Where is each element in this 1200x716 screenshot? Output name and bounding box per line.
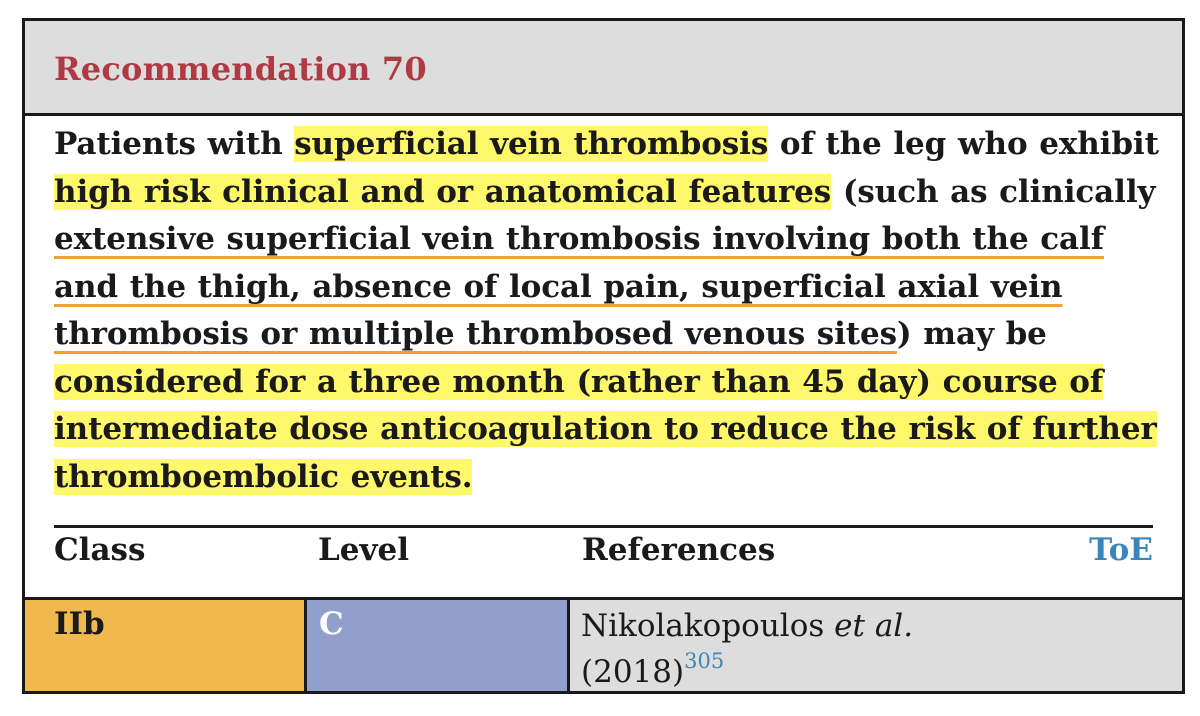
meta-divider [54,525,1153,528]
text-segment: ) may be [897,316,1047,352]
references-label: References [582,532,776,568]
recommendation-header [25,21,1182,116]
text-segment: of the leg who exhibit [768,126,1159,162]
references-value-cell [570,600,1182,691]
toe-link[interactable]: ToE [1089,532,1153,568]
class-value-cell [25,600,307,691]
reference-etal: et al. [834,608,914,644]
meta-values-row [25,597,1182,691]
recommendation-box [22,18,1185,694]
reference-author: Nikolakopoulos [581,608,835,644]
text-segment: (such as clinically [831,173,1156,210]
reference-year: (2018) [581,654,685,690]
highlight-anticoagulation-course: considered for a three month (rather than 45 day) course of intermediate dose anticoagulation to reduce the risk of further thromboembolic events. [54,363,1157,495]
class-label: Class [54,532,146,568]
reference-citation-link[interactable]: 305 [684,649,725,673]
recommendation-title: Recommendation 70 [54,50,427,88]
text-segment: Patients with [54,126,295,162]
level-value-cell [307,600,570,691]
highlight-high-risk-features: high risk clinical and or anatomical features [54,173,832,210]
level-value: C [319,606,344,642]
class-value: IIb [54,606,105,642]
highlight-superficial-vein-thrombosis: superficial vein thrombosis [294,126,769,162]
underlined-risk-criteria: extensive superficial vein thrombosis involving both the calf and the thigh, absence of local pain, superficial axial vein thrombosis or multiple thrombosed venous sites [54,221,1104,352]
level-label: Level [318,532,410,568]
recommendation-text [54,121,1159,501]
